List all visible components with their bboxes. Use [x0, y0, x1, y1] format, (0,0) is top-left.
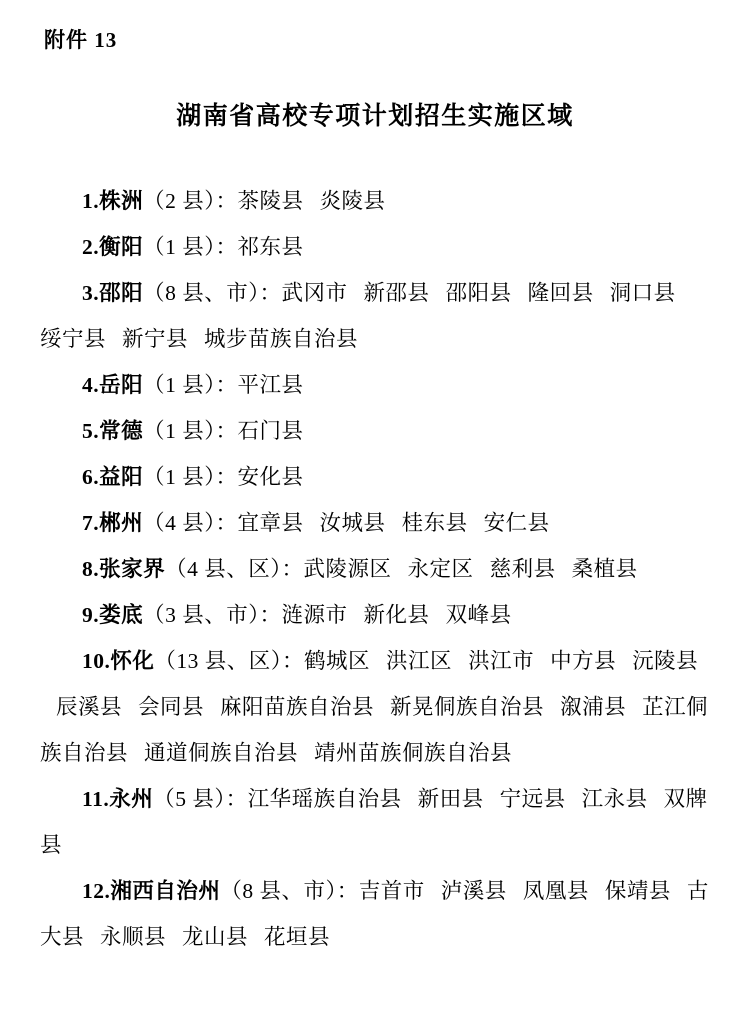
county-name: 溆浦县	[560, 695, 627, 720]
county-name: 石门县	[237, 419, 304, 444]
county-name: 新邵县	[363, 281, 430, 306]
entry-region-name: 娄底	[99, 603, 144, 628]
entry-region-name: 益阳	[99, 465, 144, 490]
county-name: 鹤城区	[304, 649, 371, 674]
region-list	[40, 178, 710, 960]
county-name: 绥宁县	[40, 327, 107, 352]
county-name: 麻阳苗族自治县	[220, 695, 375, 720]
county-name: 双牌县	[40, 787, 708, 858]
county-name: 龙山县	[182, 925, 249, 950]
county-name: 永定区	[407, 557, 474, 582]
county-name: 武陵源区	[303, 557, 392, 582]
entry-number: 8.	[82, 557, 100, 582]
county-name: 桂东县	[401, 511, 468, 536]
region-entry	[40, 270, 710, 362]
county-name: 宜章县	[237, 511, 304, 536]
attachment-label: 附件 13	[44, 28, 118, 52]
entry-region-name: 邵阳	[99, 281, 144, 306]
region-entry	[40, 546, 710, 592]
county-name: 城步苗族自治县	[204, 327, 359, 352]
region-entry	[40, 362, 710, 408]
entry-count-label: （2 县）：	[143, 189, 238, 214]
entry-count-label: （8 县、市）：	[220, 879, 359, 904]
county-name: 邵阳县	[445, 281, 512, 306]
county-name: 凤凰县	[522, 879, 589, 904]
region-entry	[40, 500, 710, 546]
entry-count-label: （1 县）：	[143, 465, 238, 490]
entry-count-label: （13 县、区）：	[154, 649, 305, 674]
entry-number: 10.	[82, 649, 111, 674]
county-name: 平江县	[237, 373, 304, 398]
county-name: 保靖县	[604, 879, 671, 904]
county-name: 靖州苗族侗族自治县	[314, 741, 513, 766]
region-entry	[40, 408, 710, 454]
entry-count-label: （4 县）：	[143, 511, 238, 536]
entry-number: 1.	[82, 189, 100, 214]
county-name: 洪江市	[468, 649, 535, 674]
entry-number: 2.	[82, 235, 100, 260]
county-name: 安仁县	[483, 511, 550, 536]
county-name: 永顺县	[100, 925, 167, 950]
entry-region-name: 衡阳	[99, 235, 144, 260]
region-entry	[40, 868, 710, 960]
county-name: 汝城县	[319, 511, 386, 536]
entry-count-label: （1 县）：	[143, 419, 238, 444]
county-name: 新宁县	[122, 327, 189, 352]
entry-count-label: （8 县、市）：	[143, 281, 282, 306]
entry-region-name: 郴州	[99, 511, 144, 536]
county-name: 慈利县	[489, 557, 556, 582]
entry-number: 6.	[82, 465, 100, 490]
county-name: 花垣县	[264, 925, 331, 950]
county-name: 中方县	[550, 649, 617, 674]
entry-count-label: （1 县）：	[143, 373, 238, 398]
county-name: 古大县	[40, 879, 709, 950]
county-name: 涟源市	[281, 603, 348, 628]
county-name: 沅陵县	[632, 649, 699, 674]
county-name: 通道侗族自治县	[144, 741, 299, 766]
county-name: 新田县	[417, 787, 484, 812]
entry-region-name: 张家界	[99, 557, 166, 582]
entry-region-name: 怀化	[110, 649, 155, 674]
entry-count-label: （3 县、市）：	[143, 603, 282, 628]
county-name: 桑植县	[571, 557, 638, 582]
entry-region-name: 株洲	[99, 189, 144, 214]
county-name: 泸溪县	[440, 879, 507, 904]
county-name: 安化县	[237, 465, 304, 490]
county-name: 武冈市	[281, 281, 348, 306]
region-entry	[40, 592, 710, 638]
entry-number: 5.	[82, 419, 100, 444]
county-name: 新晃侗族自治县	[390, 695, 545, 720]
entry-count-label: （5 县）：	[153, 787, 248, 812]
county-name: 辰溪县	[56, 695, 123, 720]
county-name: 洪江区	[386, 649, 453, 674]
entry-region-name: 常德	[99, 419, 144, 444]
entry-region-name: 永州	[109, 787, 154, 812]
county-name: 新化县	[363, 603, 430, 628]
entry-number: 11.	[82, 787, 110, 812]
county-name: 洞口县	[609, 281, 676, 306]
county-name: 茶陵县	[237, 189, 304, 214]
region-entry	[40, 178, 710, 224]
county-name: 炎陵县	[319, 189, 386, 214]
county-name: 吉首市	[358, 879, 425, 904]
region-entry	[40, 224, 710, 270]
entry-number: 9.	[82, 603, 100, 628]
county-name: 江华瑶族自治县	[247, 787, 402, 812]
county-name: 祁东县	[237, 235, 304, 260]
county-name: 江永县	[581, 787, 648, 812]
county-name: 芷江侗族自治县	[40, 695, 709, 766]
entry-number: 4.	[82, 373, 100, 398]
entry-number: 12.	[82, 879, 111, 904]
region-entry	[40, 776, 710, 868]
county-name: 隆回县	[527, 281, 594, 306]
entry-region-name: 湘西自治州	[110, 879, 221, 904]
region-entry	[40, 454, 710, 500]
entry-count-label: （4 县、区）：	[165, 557, 304, 582]
county-name: 双峰县	[445, 603, 512, 628]
entry-count-label: （1 县）：	[143, 235, 238, 260]
entry-number: 7.	[82, 511, 100, 536]
county-name: 会同县	[138, 695, 205, 720]
entry-region-name: 岳阳	[99, 373, 144, 398]
county-name: 宁远县	[499, 787, 566, 812]
region-entry	[40, 638, 710, 776]
page-title: 湖南省高校专项计划招生实施区域	[176, 103, 574, 131]
entry-number: 3.	[82, 281, 100, 306]
